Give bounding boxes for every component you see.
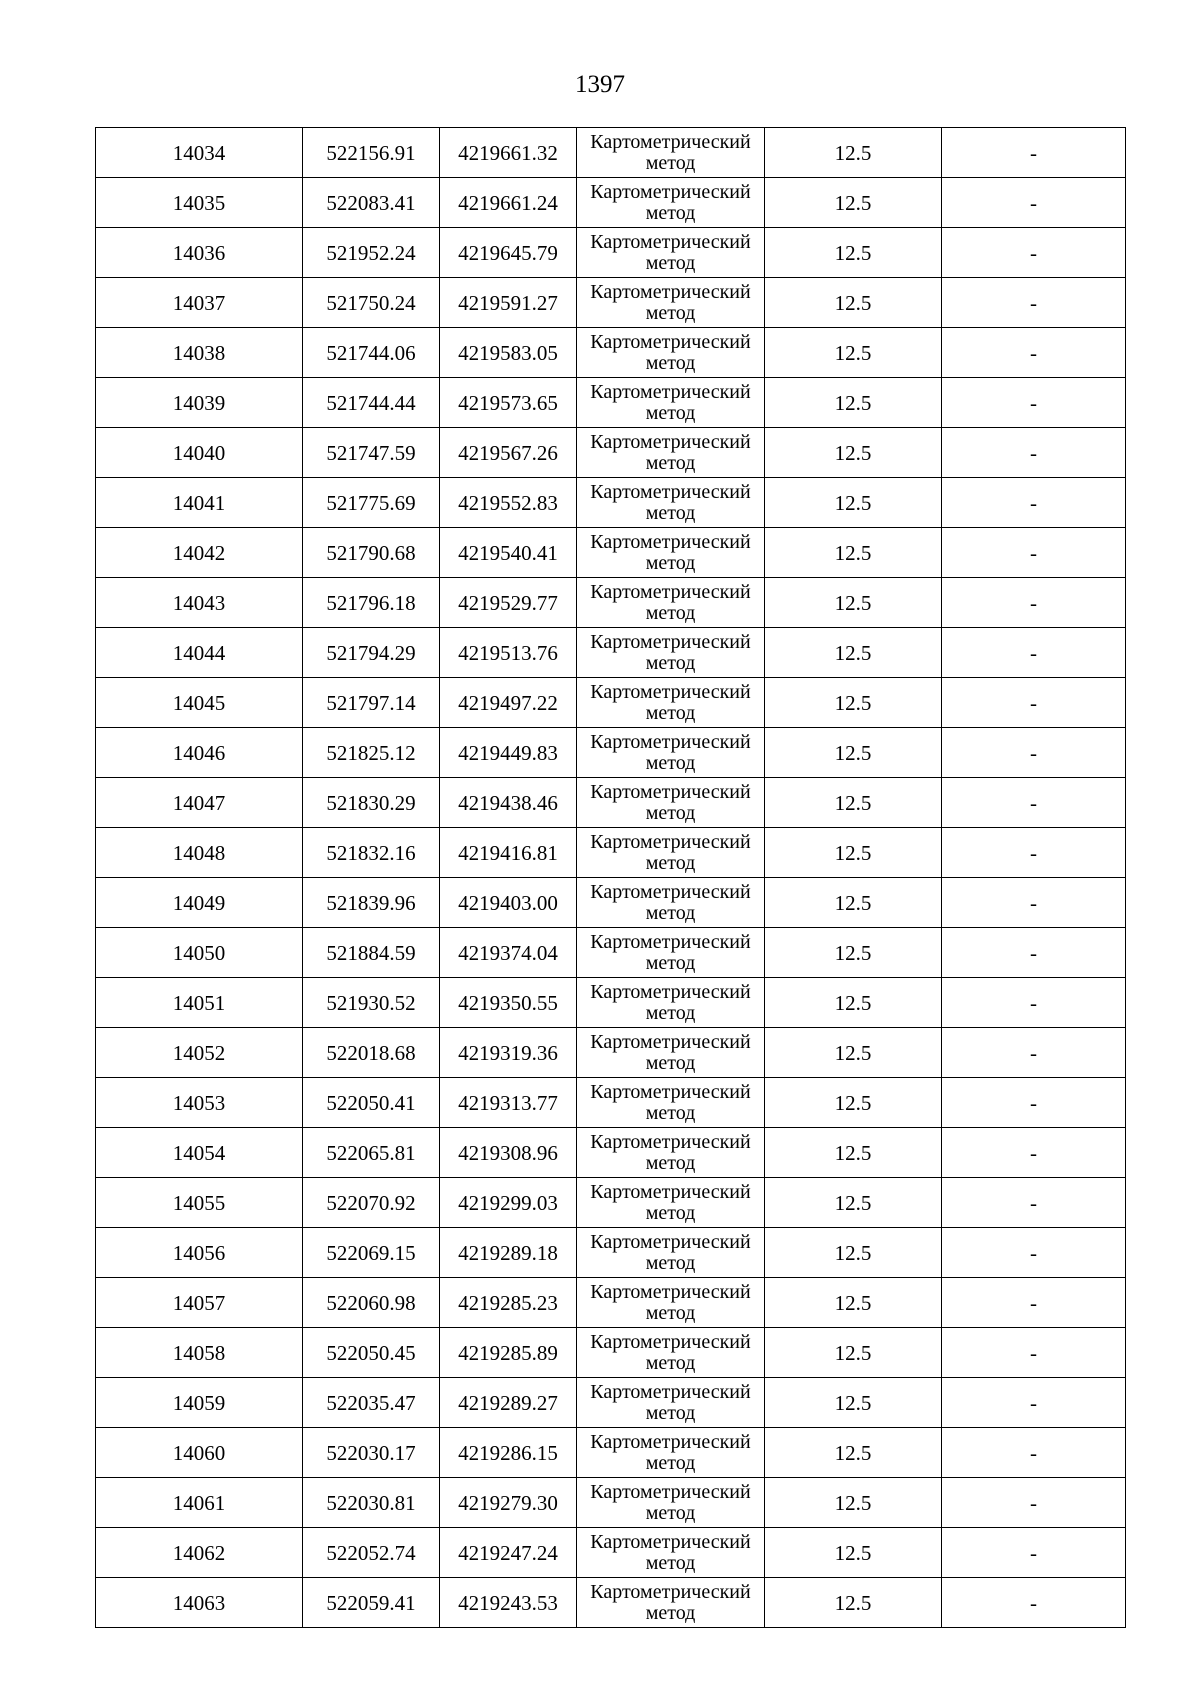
accuracy-cell: 12.5 [765,1178,942,1228]
table-row [96,1278,1126,1328]
x-coordinate-cell: 522083.41 [303,178,440,228]
table-row [96,1228,1126,1278]
accuracy-cell: 12.5 [765,378,942,428]
method-cell [577,978,765,1028]
x-coordinate-cell: 521825.12 [303,728,440,778]
x-coordinate-cell: 522050.45 [303,1328,440,1378]
accuracy-cell: 12.5 [765,1578,942,1628]
note-cell: - [942,978,1126,1028]
method-line-1: Картометрический [590,180,751,203]
method-line-1: Картометрический [590,230,751,253]
y-coordinate-cell: 4219591.27 [440,278,577,328]
y-coordinate-cell: 4219286.15 [440,1428,577,1478]
table-row [96,1428,1126,1478]
point-number-cell: 14063 [96,1578,303,1628]
x-coordinate-cell: 522156.91 [303,128,440,178]
method-line-1: Картометрический [590,1030,751,1053]
note-cell: - [942,1478,1126,1528]
x-coordinate-cell: 521744.44 [303,378,440,428]
y-coordinate-cell: 4219645.79 [440,228,577,278]
method-line-2: метод [645,801,696,824]
method-line-1: Картометрический [590,530,751,553]
table-row [96,1178,1126,1228]
method-line-2: метод [645,601,696,624]
y-coordinate-cell: 4219449.83 [440,728,577,778]
accuracy-cell: 12.5 [765,778,942,828]
y-coordinate-cell: 4219350.55 [440,978,577,1028]
note-cell: - [942,528,1126,578]
x-coordinate-cell: 522030.81 [303,1478,440,1528]
note-cell: - [942,578,1126,628]
x-coordinate-cell: 522069.15 [303,1228,440,1278]
accuracy-cell: 12.5 [765,828,942,878]
table-row [96,1378,1126,1428]
y-coordinate-cell: 4219374.04 [440,928,577,978]
y-coordinate-cell: 4219661.32 [440,128,577,178]
y-coordinate-cell: 4219438.46 [440,778,577,828]
y-coordinate-cell: 4219540.41 [440,528,577,578]
x-coordinate-cell: 521884.59 [303,928,440,978]
method-line-1: Картометрический [590,930,751,953]
point-number-cell: 14060 [96,1428,303,1478]
note-cell: - [942,278,1126,328]
y-coordinate-cell: 4219529.77 [440,578,577,628]
method-line-2: метод [645,701,696,724]
method-line-1: Картометрический [590,430,751,453]
accuracy-cell: 12.5 [765,1228,942,1278]
coordinates-table-body [96,128,1126,1628]
table-row [96,1578,1126,1628]
accuracy-cell: 12.5 [765,1078,942,1128]
method-cell [577,1328,765,1378]
point-number-cell: 14055 [96,1178,303,1228]
x-coordinate-cell: 522070.92 [303,1178,440,1228]
note-cell: - [942,928,1126,978]
method-cell [577,1528,765,1578]
y-coordinate-cell: 4219567.26 [440,428,577,478]
accuracy-cell: 12.5 [765,1378,942,1428]
method-line-2: метод [645,1301,696,1324]
table-row [96,328,1126,378]
accuracy-cell: 12.5 [765,1528,942,1578]
method-line-1: Картометрический [590,780,751,803]
table-row [96,878,1126,928]
table-row [96,1078,1126,1128]
table-row [96,428,1126,478]
method-cell [577,678,765,728]
accuracy-cell: 12.5 [765,1028,942,1078]
point-number-cell: 14057 [96,1278,303,1328]
note-cell: - [942,728,1126,778]
note-cell: - [942,1528,1126,1578]
method-line-1: Картометрический [590,1130,751,1153]
note-cell: - [942,1128,1126,1178]
x-coordinate-cell: 521930.52 [303,978,440,1028]
accuracy-cell: 12.5 [765,978,942,1028]
x-coordinate-cell: 522035.47 [303,1378,440,1428]
table-row [96,678,1126,728]
method-line-1: Картометрический [590,1080,751,1103]
method-line-2: метод [645,301,696,324]
table-row [96,478,1126,528]
x-coordinate-cell: 522052.74 [303,1528,440,1578]
method-line-1: Картометрический [590,830,751,853]
method-line-2: метод [645,1101,696,1124]
method-line-2: метод [645,1151,696,1174]
y-coordinate-cell: 4219661.24 [440,178,577,228]
accuracy-cell: 12.5 [765,428,942,478]
x-coordinate-cell: 522030.17 [303,1428,440,1478]
note-cell: - [942,1078,1126,1128]
table-row [96,578,1126,628]
accuracy-cell: 12.5 [765,678,942,728]
point-number-cell: 14054 [96,1128,303,1178]
x-coordinate-cell: 521796.18 [303,578,440,628]
method-cell [577,128,765,178]
x-coordinate-cell: 521790.68 [303,528,440,578]
method-cell [577,378,765,428]
method-line-1: Картометрический [590,880,751,903]
method-line-2: метод [645,1501,696,1524]
method-line-2: метод [645,651,696,674]
point-number-cell: 14039 [96,378,303,428]
method-cell [577,1128,765,1178]
table-row [96,1028,1126,1078]
method-line-1: Картометрический [590,480,751,503]
method-line-1: Картометрический [590,1280,751,1303]
table-row [96,928,1126,978]
accuracy-cell: 12.5 [765,178,942,228]
note-cell: - [942,378,1126,428]
method-line-2: метод [645,501,696,524]
note-cell: - [942,1228,1126,1278]
table-row [96,1528,1126,1578]
method-line-1: Картометрический [590,1580,751,1603]
method-line-2: метод [645,451,696,474]
method-line-1: Картометрический [590,730,751,753]
method-cell [577,828,765,878]
method-cell [577,328,765,378]
point-number-cell: 14051 [96,978,303,1028]
accuracy-cell: 12.5 [765,328,942,378]
point-number-cell: 14059 [96,1378,303,1428]
method-cell [577,1278,765,1328]
method-cell [577,1078,765,1128]
method-cell [577,1578,765,1628]
y-coordinate-cell: 4219299.03 [440,1178,577,1228]
method-line-2: метод [645,1401,696,1424]
note-cell: - [942,678,1126,728]
x-coordinate-cell: 521952.24 [303,228,440,278]
note-cell: - [942,228,1126,278]
method-cell [577,528,765,578]
method-line-2: метод [645,1251,696,1274]
method-cell [577,178,765,228]
method-line-1: Картометрический [590,680,751,703]
method-line-1: Картометрический [590,1230,751,1253]
x-coordinate-cell: 521797.14 [303,678,440,728]
x-coordinate-cell: 521830.29 [303,778,440,828]
point-number-cell: 14040 [96,428,303,478]
point-number-cell: 14041 [96,478,303,528]
method-cell [577,228,765,278]
accuracy-cell: 12.5 [765,478,942,528]
method-line-2: метод [645,751,696,774]
method-cell [577,928,765,978]
x-coordinate-cell: 521775.69 [303,478,440,528]
table-row [96,228,1126,278]
method-line-1: Картометрический [590,630,751,653]
accuracy-cell: 12.5 [765,228,942,278]
method-cell [577,278,765,328]
accuracy-cell: 12.5 [765,728,942,778]
method-line-1: Картометрический [590,330,751,353]
method-line-2: метод [645,401,696,424]
y-coordinate-cell: 4219313.77 [440,1078,577,1128]
accuracy-cell: 12.5 [765,878,942,928]
y-coordinate-cell: 4219583.05 [440,328,577,378]
table-row [96,128,1126,178]
note-cell: - [942,1028,1126,1078]
accuracy-cell: 12.5 [765,1128,942,1178]
accuracy-cell: 12.5 [765,1278,942,1328]
y-coordinate-cell: 4219243.53 [440,1578,577,1628]
note-cell: - [942,1278,1126,1328]
point-number-cell: 14048 [96,828,303,878]
method-line-1: Картометрический [590,130,751,153]
y-coordinate-cell: 4219289.18 [440,1228,577,1278]
method-line-2: метод [645,251,696,274]
point-number-cell: 14052 [96,1028,303,1078]
point-number-cell: 14037 [96,278,303,328]
method-line-2: метод [645,1551,696,1574]
x-coordinate-cell: 521839.96 [303,878,440,928]
method-line-2: метод [645,901,696,924]
accuracy-cell: 12.5 [765,928,942,978]
point-number-cell: 14035 [96,178,303,228]
method-cell [577,428,765,478]
method-line-2: метод [645,151,696,174]
point-number-cell: 14046 [96,728,303,778]
note-cell: - [942,1428,1126,1478]
y-coordinate-cell: 4219552.83 [440,478,577,528]
method-line-1: Картометрический [590,1380,751,1403]
point-number-cell: 14047 [96,778,303,828]
method-line-1: Картометрический [590,380,751,403]
note-cell: - [942,828,1126,878]
y-coordinate-cell: 4219285.89 [440,1328,577,1378]
accuracy-cell: 12.5 [765,1478,942,1528]
x-coordinate-cell: 521744.06 [303,328,440,378]
method-cell [577,1028,765,1078]
table-row [96,1328,1126,1378]
point-number-cell: 14056 [96,1228,303,1278]
y-coordinate-cell: 4219247.24 [440,1528,577,1578]
accuracy-cell: 12.5 [765,528,942,578]
note-cell: - [942,1178,1126,1228]
table-row [96,728,1126,778]
x-coordinate-cell: 522060.98 [303,1278,440,1328]
method-cell [577,1478,765,1528]
method-cell [577,728,765,778]
method-line-2: метод [645,551,696,574]
point-number-cell: 14034 [96,128,303,178]
method-cell [577,778,765,828]
point-number-cell: 14049 [96,878,303,928]
x-coordinate-cell: 522059.41 [303,1578,440,1628]
note-cell: - [942,178,1126,228]
note-cell: - [942,328,1126,378]
method-line-1: Картометрический [590,1530,751,1553]
point-number-cell: 14062 [96,1528,303,1578]
point-number-cell: 14044 [96,628,303,678]
note-cell: - [942,778,1126,828]
method-line-2: метод [645,1451,696,1474]
method-line-1: Картометрический [590,1180,751,1203]
table-row [96,828,1126,878]
accuracy-cell: 12.5 [765,1328,942,1378]
y-coordinate-cell: 4219416.81 [440,828,577,878]
table-row [96,1478,1126,1528]
table-row [96,178,1126,228]
table-row [96,378,1126,428]
method-cell [577,1428,765,1478]
point-number-cell: 14043 [96,578,303,628]
method-cell [577,578,765,628]
point-number-cell: 14050 [96,928,303,978]
method-line-1: Картометрический [590,280,751,303]
method-line-2: метод [645,851,696,874]
point-number-cell: 14038 [96,328,303,378]
page-number: 1397 [575,71,625,98]
note-cell: - [942,128,1126,178]
method-line-2: метод [645,951,696,974]
x-coordinate-cell: 522065.81 [303,1128,440,1178]
accuracy-cell: 12.5 [765,278,942,328]
method-line-1: Картометрический [590,1330,751,1353]
y-coordinate-cell: 4219573.65 [440,378,577,428]
note-cell: - [942,878,1126,928]
y-coordinate-cell: 4219497.22 [440,678,577,728]
note-cell: - [942,1328,1126,1378]
point-number-cell: 14061 [96,1478,303,1528]
x-coordinate-cell: 521750.24 [303,278,440,328]
accuracy-cell: 12.5 [765,628,942,678]
point-number-cell: 14045 [96,678,303,728]
y-coordinate-cell: 4219513.76 [440,628,577,678]
method-line-2: метод [645,1601,696,1624]
point-number-cell: 14042 [96,528,303,578]
table-row [96,528,1126,578]
note-cell: - [942,478,1126,528]
accuracy-cell: 12.5 [765,1428,942,1478]
x-coordinate-cell: 522018.68 [303,1028,440,1078]
method-line-2: метод [645,201,696,224]
method-cell [577,878,765,928]
method-cell [577,1228,765,1278]
method-cell [577,478,765,528]
method-line-2: метод [645,351,696,374]
table-row [96,1128,1126,1178]
method-cell [577,628,765,678]
method-cell [577,1178,765,1228]
y-coordinate-cell: 4219319.36 [440,1028,577,1078]
method-line-1: Картометрический [590,980,751,1003]
method-line-1: Картометрический [590,580,751,603]
method-line-1: Картометрический [590,1430,751,1453]
point-number-cell: 14053 [96,1078,303,1128]
coordinates-table [95,127,1126,1628]
x-coordinate-cell: 521747.59 [303,428,440,478]
method-line-2: метод [645,1351,696,1374]
x-coordinate-cell: 521794.29 [303,628,440,678]
method-line-1: Картометрический [590,1480,751,1503]
note-cell: - [942,428,1126,478]
method-line-2: метод [645,1051,696,1074]
x-coordinate-cell: 521832.16 [303,828,440,878]
point-number-cell: 14058 [96,1328,303,1378]
point-number-cell: 14036 [96,228,303,278]
y-coordinate-cell: 4219403.00 [440,878,577,928]
table-row [96,778,1126,828]
accuracy-cell: 12.5 [765,578,942,628]
table-row [96,278,1126,328]
table-row [96,628,1126,678]
note-cell: - [942,1578,1126,1628]
method-line-2: метод [645,1201,696,1224]
y-coordinate-cell: 4219279.30 [440,1478,577,1528]
y-coordinate-cell: 4219289.27 [440,1378,577,1428]
y-coordinate-cell: 4219285.23 [440,1278,577,1328]
method-line-2: метод [645,1001,696,1024]
table-row [96,978,1126,1028]
note-cell: - [942,628,1126,678]
note-cell: - [942,1378,1126,1428]
accuracy-cell: 12.5 [765,128,942,178]
y-coordinate-cell: 4219308.96 [440,1128,577,1178]
method-cell [577,1378,765,1428]
x-coordinate-cell: 522050.41 [303,1078,440,1128]
